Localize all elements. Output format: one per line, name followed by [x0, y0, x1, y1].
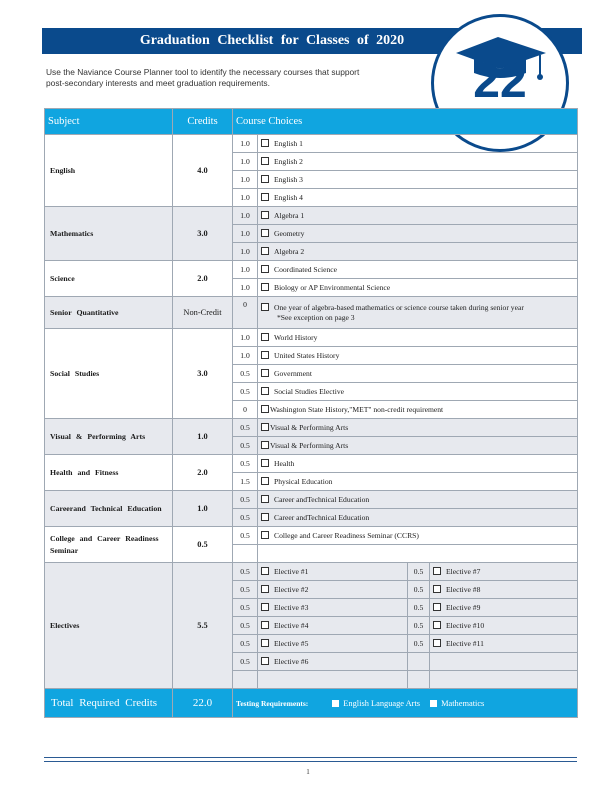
badge-number: 22	[473, 55, 527, 108]
course-label: Elective #2	[274, 585, 309, 594]
course-label: Elective #10	[446, 621, 485, 630]
table-row	[45, 527, 578, 545]
checkbox[interactable]	[261, 229, 269, 237]
course-credit: 1.0	[233, 329, 258, 347]
course-label: One year of algebra-based mathematics or science course taken during senior year	[274, 302, 524, 312]
course-label: Elective #8	[446, 585, 481, 594]
header-credits: Credits	[173, 109, 233, 135]
course-option[interactable]	[258, 419, 578, 437]
table-row	[45, 563, 578, 581]
course-option[interactable]	[258, 279, 578, 297]
checkbox[interactable]	[433, 603, 441, 611]
course-option[interactable]	[258, 383, 578, 401]
checkbox[interactable]	[261, 283, 269, 291]
testing-req-math: Mathematics	[441, 698, 485, 708]
credits-english: 4.0	[173, 135, 233, 207]
course-credit: 0.5	[408, 563, 430, 581]
checkbox[interactable]	[261, 265, 269, 273]
checkbox[interactable]	[261, 567, 269, 575]
course-label: Visual & Performing Arts	[270, 441, 349, 450]
testing-requirements	[233, 689, 578, 718]
total-row	[45, 689, 578, 718]
course-credit: 0.5	[233, 419, 258, 437]
course-credit: 1.0	[233, 243, 258, 261]
course-credit: 1.0	[233, 135, 258, 153]
checkbox[interactable]	[261, 585, 269, 593]
course-option[interactable]	[258, 365, 578, 383]
empty-cell	[408, 671, 430, 689]
checkbox[interactable]	[261, 351, 269, 359]
checkbox[interactable]	[261, 405, 269, 413]
footer-rule	[44, 757, 577, 758]
credits-electives: 5.5	[173, 563, 233, 689]
course-label: College and Career Readiness Seminar (CCRS)	[274, 531, 419, 540]
course-credit: 1.0	[233, 153, 258, 171]
course-credit: 0.5	[408, 617, 430, 635]
course-credit: 0	[233, 401, 258, 419]
checkbox[interactable]	[261, 531, 269, 539]
course-credit: 0.5	[233, 617, 258, 635]
subject-visual-performing-arts: Visual & Performing Arts	[45, 419, 173, 455]
course-credit: 1.0	[233, 225, 258, 243]
course-label: Elective #9	[446, 603, 481, 612]
course-label: United States History	[274, 351, 340, 360]
subject-ccrs: College and Career Readiness Seminar	[45, 527, 173, 563]
course-credit: 0.5	[233, 527, 258, 545]
course-credit: 1.0	[233, 189, 258, 207]
checkbox[interactable]	[261, 423, 269, 431]
checkbox[interactable]	[261, 157, 269, 165]
course-credit: 0.5	[233, 581, 258, 599]
checkbox[interactable]	[261, 657, 269, 665]
credits-health-fitness: 2.0	[173, 455, 233, 491]
table-row	[45, 135, 578, 153]
table-row	[45, 261, 578, 279]
course-option[interactable]	[258, 261, 578, 279]
course-label: Social Studies Elective	[274, 387, 345, 396]
course-option[interactable]	[258, 617, 408, 635]
course-option[interactable]	[430, 599, 578, 617]
course-credit: 0.5	[233, 437, 258, 455]
course-credit: 0.5	[233, 383, 258, 401]
course-option[interactable]	[258, 437, 578, 455]
subject-career-technical: Careerand Technical Education	[45, 491, 173, 527]
course-credit: 0.5	[233, 599, 258, 617]
course-credit: 0	[233, 297, 258, 329]
course-option[interactable]	[258, 653, 408, 671]
table-header	[45, 109, 578, 135]
course-option[interactable]	[258, 599, 408, 617]
checkbox[interactable]	[332, 700, 339, 707]
course-credit: 0.5	[233, 509, 258, 527]
credits-science: 2.0	[173, 261, 233, 297]
course-option[interactable]	[258, 473, 578, 491]
course-option[interactable]	[258, 243, 578, 261]
course-label: Elective #5	[274, 639, 309, 648]
course-label: Elective #1	[274, 567, 309, 576]
course-option[interactable]	[258, 153, 578, 171]
table-row	[45, 329, 578, 347]
course-option[interactable]	[258, 329, 578, 347]
course-label: Geometry	[274, 229, 305, 238]
empty-cell	[233, 671, 258, 689]
course-label: Career andTechnical Education	[274, 495, 370, 504]
course-option[interactable]	[258, 491, 578, 509]
course-label: Algebra 2	[274, 247, 305, 256]
course-label: Washington State History,"MET" non-credit requirement	[270, 405, 444, 414]
checkbox[interactable]	[433, 585, 441, 593]
course-option[interactable]	[258, 135, 578, 153]
checkbox[interactable]	[430, 700, 437, 707]
course-label: Health	[274, 459, 295, 468]
total-label: Total Required Credits	[45, 689, 173, 718]
subject-science: Science	[45, 261, 173, 297]
checkbox[interactable]	[261, 513, 269, 521]
course-option[interactable]	[258, 297, 578, 329]
subject-social-studies: Social Studies	[45, 329, 173, 419]
table-row	[45, 297, 578, 329]
course-label: Elective #11	[446, 639, 484, 648]
table-row	[45, 207, 578, 225]
course-label: Government	[274, 369, 312, 378]
table-row	[45, 491, 578, 509]
course-option[interactable]	[258, 635, 408, 653]
course-label: Algebra 1	[274, 211, 305, 220]
course-note: *See exception on page 3	[277, 312, 355, 322]
intro-text: Use the Naviance Course Planner tool to identify the necessary courses that support post-secondary interests and meet graduation requirements.	[46, 67, 360, 88]
testing-label: Testing Requirements:	[236, 698, 309, 708]
table-row	[45, 419, 578, 437]
course-label: Coordinated Science	[274, 265, 338, 274]
checkbox[interactable]	[261, 211, 269, 219]
course-option[interactable]	[258, 189, 578, 207]
course-credit: 0.5	[233, 491, 258, 509]
page-number: 1	[306, 768, 310, 776]
empty-cell	[258, 545, 578, 563]
course-option[interactable]	[258, 527, 578, 545]
course-label: English 4	[274, 193, 303, 202]
checkbox[interactable]	[433, 639, 441, 647]
credits-social-studies: 3.0	[173, 329, 233, 419]
subject-electives: Electives	[45, 563, 173, 689]
header-subject: Subject	[45, 109, 173, 135]
checkbox[interactable]	[261, 369, 269, 377]
checkbox[interactable]	[261, 303, 269, 311]
course-credit: 1.0	[233, 279, 258, 297]
checkbox[interactable]	[261, 459, 269, 467]
credits-visual-performing-arts: 1.0	[173, 419, 233, 455]
credits-career-technical: 1.0	[173, 491, 233, 527]
course-label: English 3	[274, 175, 303, 184]
subject-health-fitness: Health and Fitness	[45, 455, 173, 491]
course-credit: 1.0	[233, 171, 258, 189]
checkbox[interactable]	[261, 139, 269, 147]
checkbox[interactable]	[261, 621, 269, 629]
course-label: World History	[274, 333, 318, 342]
subject-english: English	[45, 135, 173, 207]
course-credit: 0.5	[233, 653, 258, 671]
subject-senior-quantitative: Senior Quantitative	[45, 297, 173, 329]
credits-senior-quantitative: Non-Credit	[173, 297, 233, 329]
checkbox[interactable]	[261, 639, 269, 647]
empty-cell	[408, 653, 430, 671]
footer-rule	[44, 761, 577, 762]
course-credit: 1.5	[233, 473, 258, 491]
checkbox[interactable]	[261, 477, 269, 485]
course-option[interactable]	[258, 401, 578, 419]
course-label: Elective #3	[274, 603, 309, 612]
course-credit: 1.0	[233, 261, 258, 279]
course-credit: 0.5	[233, 563, 258, 581]
course-label: Physical Education	[274, 477, 333, 486]
course-option[interactable]	[430, 563, 578, 581]
checkbox[interactable]	[261, 387, 269, 395]
subject-mathematics: Mathematics	[45, 207, 173, 261]
course-credit: 0.5	[408, 581, 430, 599]
empty-cell	[258, 671, 408, 689]
course-credit: 1.0	[233, 347, 258, 365]
course-label: Visual & Performing Arts	[270, 423, 349, 432]
course-option[interactable]	[258, 581, 408, 599]
course-label: Elective #4	[274, 621, 309, 630]
checkbox[interactable]	[261, 247, 269, 255]
checkbox[interactable]	[261, 333, 269, 341]
course-option[interactable]	[258, 563, 408, 581]
checkbox[interactable]	[433, 567, 441, 575]
header-choices: Course Choices	[233, 109, 578, 135]
course-credit: 1.0	[233, 207, 258, 225]
course-option[interactable]	[258, 225, 578, 243]
course-label: Biology or AP Environmental Science	[274, 283, 391, 292]
checkbox[interactable]	[261, 193, 269, 201]
course-label: Career andTechnical Education	[274, 513, 370, 522]
course-option[interactable]	[430, 635, 578, 653]
course-option[interactable]	[258, 347, 578, 365]
checkbox[interactable]	[261, 603, 269, 611]
empty-cell	[430, 671, 578, 689]
checkbox[interactable]	[261, 441, 269, 449]
table-row	[45, 455, 578, 473]
checklist-table	[44, 108, 578, 718]
course-credit: 0.5	[408, 599, 430, 617]
page-title: Graduation Checklist for Classes of 2020	[42, 28, 582, 54]
empty-cell	[233, 545, 258, 563]
course-option[interactable]	[430, 581, 578, 599]
course-option[interactable]	[430, 617, 578, 635]
credits-ccrs: 0.5	[173, 527, 233, 563]
total-credits: 22.0	[173, 689, 233, 718]
course-label: English 1	[274, 139, 303, 148]
checkbox[interactable]	[261, 495, 269, 503]
course-credit: 0.5	[233, 635, 258, 653]
course-option[interactable]	[258, 509, 578, 527]
credits-mathematics: 3.0	[173, 207, 233, 261]
course-option[interactable]	[258, 455, 578, 473]
course-label: Elective #7	[446, 567, 481, 576]
checkbox[interactable]	[433, 621, 441, 629]
course-label: English 2	[274, 157, 303, 166]
course-credit: 0.5	[408, 635, 430, 653]
checkbox[interactable]	[261, 175, 269, 183]
course-label: Elective #6	[274, 657, 309, 666]
empty-cell	[430, 653, 578, 671]
testing-req-ela: English Language Arts	[343, 698, 421, 708]
course-credit: 0.5	[233, 365, 258, 383]
course-credit: 0.5	[233, 455, 258, 473]
course-option[interactable]	[258, 207, 578, 225]
course-option[interactable]	[258, 171, 578, 189]
